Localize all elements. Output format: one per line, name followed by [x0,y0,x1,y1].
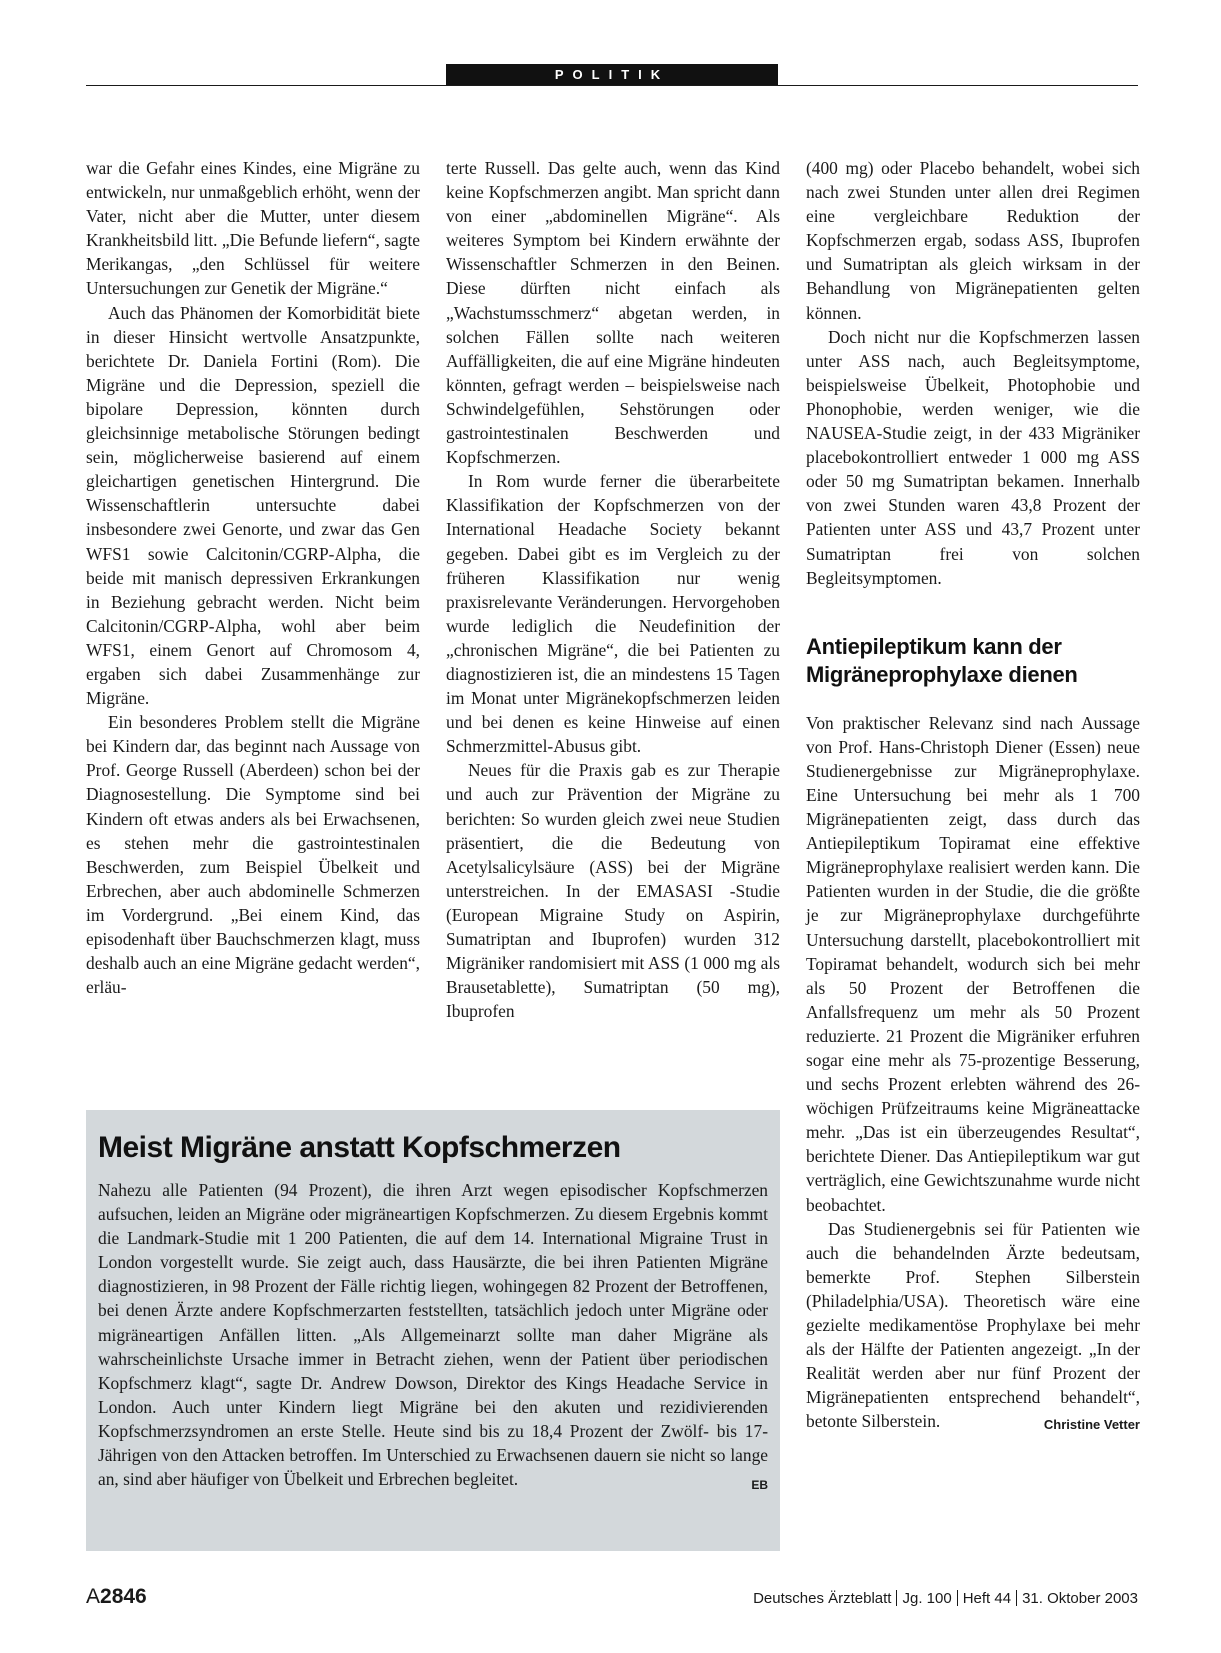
journal-date: 31. Oktober 2003 [1022,1590,1138,1607]
info-box-body: Nahezu alle Patienten (94 Prozent), die ihren Arzt wegen episodischer Kopfschmerzen aufsuchen, leiden an Migräne oder migräneartigen Kopfschmerzen. Zu diesem Ergebnis kommt die Landmark-Studie mit 1 200 Patienten, die auf dem 14. International Migraine Trust in London vorgestellt wurde. Sie zeigt auch, dass Hausärzte, die bei ihren Patienten Migräne diagnostizieren, in 98 Prozent der Fälle richtig liegen, wohingegen 82 Prozent der Betroffenen, bei denen Ärzte andere Kopfschmerzarten feststellten, tatsächlich jedoch unter Migräne oder migräneartigen Anfällen litten. „Als Allgemeinarzt sollte man daher Migräne als wahrscheinlichste Ursache immer in Betracht ziehen, wenn der Patient über periodischen Kopfschmerz klagt“, sagte Dr. Andrew Dowson, Direktor des Kings Headache Service in London. Auch unter Kindern liegt Migräne bei den akuten und rezidivierenden Kopfschmerzsyndromen an erste Stelle. Heute sind bis zu 18,4 Prozent der Zwölf- bis 17-Jährigen von den Attacken betroffen. Im Unterschied zu Erwachsenen dauern sie nicht so lange an, sind aber häufiger von Übelkeit und Erbrechen begleitet. [98,1180,768,1490]
paragraph: Ein besonderes Problem stellt die Migräne bei Kindern dar, das beginnt nach Aussage von Prof. George Russell (Aberdeen) schon bei der Diagnosestellung. Die Symptome sind bei Kindern oft etwas anders als bei Erwachsenen, es stehen mehr die gastrointestinalen Beschwerden, zum Beispiel Übelkeit und Erbrechen, aber auch abdominelle Schmerzen im Vordergrund. „Bei einem Kind, das episodenhaft über Bauchschmerzen klagt, muss deshalb auch an eine Migräne gedacht werden“, erläu- [86,712,420,998]
page-number-value: 2846 [100,1585,147,1608]
footer-separator [1016,1590,1017,1606]
paragraph: terte Russell. Das gelte auch, wenn das Kind keine Kopfschmerzen angibt. Man spricht dann von einer „abdominellen Migräne“. Als weiteres Symptom bei Kindern erwähnte der Wissenschaftler Schmerzen in den Beinen. Diese dürften nicht einfach als „Wachstumsschmerz“ abgetan werden, in solchen Fällen sollte nach weiteren Auffälligkeiten, die auf eine Migräne hindeuten könnten, gefragt werden – beispielsweise nach Schwindelgefühlen, Sehstörungen oder gastrointestinalen Beschwerden und Kopfschmerzen. [446,158,780,468]
paragraph: Neues für die Praxis gab es zur Therapie und auch zur Prävention der Migräne zu berichten: So wurden gleich zwei neue Studien präsentiert, die die Bedeutung von Acetylsalicylsäure (ASS) bei der Migräne unterstreichen. In der EMASASI -Studie (European Migraine Study on Aspirin, Sumatriptan and Ibuprofen) wurden 312 Migräniker randomisiert mit ASS (1 000 mg als Brausetablette), Sumatriptan (50 mg), Ibuprofen [446,760,780,1022]
subheading: Antiepileptikum kann der Migräneprophylaxe dienen [806,633,1078,687]
page-number [86,1585,147,1609]
paragraph: In Rom wurde ferner die überarbeitete Klassifikation der Kopfschmerzen von der International Headache Society bekannt gegeben. Dabei gibt es im Vergleich zu der früheren Klassifikation nur wenig praxisrelevante Veränderungen. Hervorgehoben wurde lediglich die Neudefinition der „chronischen Migräne“, die bei Patienten zu diagnostizieren ist, die an mindestens 15 Tagen im Monat unter Migränekopfschmerzen leiden und bei denen es keine Hinweise auf einen Schmerzmittel-Abusus gibt. [446,471,780,757]
section-label: POLITIK [446,64,778,85]
footer-separator [896,1590,897,1606]
journal-issue: Heft 44 [962,1590,1012,1607]
paragraph-text: Das Studienergebnis sei für Patienten wie auch die behandelnden Ärzte bedeutsam, bemerkte Prof. Stephen Silberstein (Philadelphia/USA). Theoretisch wäre eine gezielte medikamentöse Prophylaxe bei mehr als der Hälfte der Patienten angezeigt. „In der Realität werden aber nur fünf Prozent der Migränepatienten entsprechend behandelt“, betonte Silberstein. [806,1218,1140,1432]
paragraph [806,1217,1140,1434]
page-prefix: A [86,1585,101,1608]
article-column-2 [446,156,780,1023]
journal-name: Deutsches Ärzteblatt [753,1590,892,1607]
article-column-3 [806,156,1140,1438]
footer-citation [753,1590,1138,1607]
info-box-author: EB [751,1478,768,1493]
author-byline: Christine Vetter [1043,1417,1140,1433]
info-box [86,1110,780,1551]
article-column-1 [86,156,420,999]
info-box-title: Meist Migräne anstatt Kopfschmerzen [98,1131,621,1164]
paragraph: Von praktischer Relevanz sind nach Aussage von Prof. Hans-Christoph Diener (Essen) neue Studienergebnisse zur Migräneprophylaxe. Eine Untersuchung bei mehr als 1 700 Migränepatienten zeigt, dass durch das Antiepileptikum Topiramat eine effektive Migräneprophylaxe realisiert werden kann. Die Patienten wurden in der Studie, die die größte je zur Migräneprophylaxe durchgeführte Untersuchung darstellt, placebokontrolliert mit Topiramat behandelt, wodurch sich bei mehr als 50 Prozent der Betroffenen die Anfallsfrequenz um mehr als 50 Prozent reduzierte. 21 Prozent die Migräniker erfuhren sogar eine mehr als 75-prozentige Besserung, und sechs Prozent erlebten während des 26-wöchigen Prüfzeitraums keine Migräneattacke mehr. „Das ist ein überzeugendes Resultat“, berichtete Diener. Das Antiepileptikum war gut verträglich, eine Gewichtszunahme wurde nicht beobachtet. [806,712,1140,1215]
paragraph: war die Gefahr eines Kindes, eine Migräne zu entwickeln, nur unmaßgeblich erhöht, wenn der Vater, nicht aber die Mutter, unter diesem Krankheitsbild litt. „Die Befunde liefern“, sagte Merikangas, „den Schlüssel für weitere Untersuchungen zur Genetik der Migräne.“ [86,158,420,299]
journal-volume: Jg. 100 [902,1590,952,1607]
paragraph: (400 mg) oder Placebo behandelt, wobei sich nach zwei Stunden unter allen drei Regimen eine vergleichbare Reduktion der Kopfschmerzen ergab, sodass ASS, Ibuprofen und Sumatriptan als gleich wirksam in der Behandlung von Migränepatienten gelten können. [806,158,1140,323]
header-rule [86,85,1138,86]
paragraph: Auch das Phänomen der Komorbidität biete in dieser Hinsicht wertvolle Ansatzpunkte, berichtete Dr. Daniela Fortini (Rom). Die Migräne und die Depression, speziell die bipolare Depression, könnten durch gleichsinnige metabolische Störungen bedingt sein, möglicherweise basierend auf einem gleichartigen genetischen Hintergrund. Die Wissenschaftlerin untersuchte dabei insbesondere zwei Genorte, und zwar das Gen WFS1 sowie Calcitonin/CGRP-Alpha, die beide mit manisch depressiven Erkrankungen in Beziehung gebracht werden. Nicht beim Calcitonin/CGRP-Alpha, wohl aber beim WFS1, einem Genort auf Chromosom 4, ergaben sich dabei Zusammenhänge zur Migräne. [86,302,420,709]
info-box-text [98,1178,768,1491]
paragraph: Doch nicht nur die Kopfschmerzen lassen unter ASS nach, auch Begleitsymptome, beispielsweise Übelkeit, Photophobie und Phonophobie, werden weniger, wie die NAUSEA-Studie zeigt, in der 433 Migräniker placebokontrolliert entweder 1 000 mg ASS oder 50 mg Sumatriptan bekamen. Innerhalb von zwei Stunden waren 43,8 Prozent der Patienten unter ASS und 43,7 Prozent unter Sumatriptan frei von solchen Begleitsymptomen. [806,326,1140,588]
footer-separator [957,1590,958,1606]
